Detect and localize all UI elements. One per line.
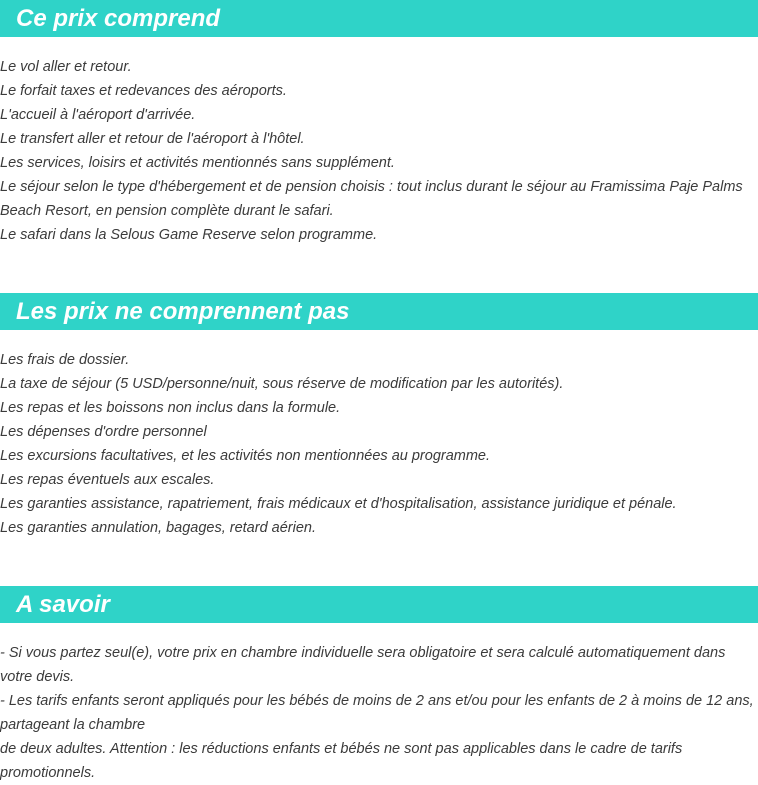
- list-item: Les services, loisirs et activités mentionnés sans supplément.: [0, 155, 395, 171]
- list-item: de deux adultes. Attention : les réductions enfants et bébés ne sont pas applicables dans le cadre de tarifs promotionnels.: [0, 741, 683, 781]
- section-body-price-includes: [0, 37, 758, 247]
- list-item: Les excursions facultatives, et les activités non mentionnées au programme.: [0, 448, 491, 464]
- section-price-includes: [0, 0, 758, 247]
- list-item: Les dépenses d'ordre personnel: [0, 424, 207, 440]
- list-item: L'accueil à l'aéroport d'arrivée.: [0, 107, 196, 123]
- list-item: Le séjour selon le type d'hébergement et de pension choisis : tout inclus durant le séjour au Framissima Paje Palms Beach Resort, en pension complète durant le safari.: [0, 179, 743, 219]
- list-item: Les frais de dossier.: [0, 352, 130, 368]
- list-item: Les repas et les boissons non inclus dans la formule.: [0, 400, 341, 416]
- section-body-good-to-know: [0, 623, 758, 785]
- section-title-price-includes: Ce prix comprend: [0, 0, 758, 37]
- list-item: Les repas éventuels aux escales.: [0, 472, 215, 488]
- list-item: - Les tarifs enfants seront appliqués pour les bébés de moins de 2 ans et/ou pour les enfants de 2 à moins de 12 ans, partageant la chambre: [0, 693, 754, 733]
- list-item: Le safari dans la Selous Game Reserve selon programme.: [0, 227, 378, 243]
- section-price-excludes: [0, 293, 758, 540]
- section-good-to-know: [0, 586, 758, 785]
- list-item: Le transfert aller et retour de l'aéroport à l'hôtel.: [0, 131, 305, 147]
- section-spacer: [0, 247, 758, 293]
- section-title-price-excludes: Les prix ne comprennent pas: [0, 293, 758, 330]
- section-title-good-to-know: A savoir: [0, 586, 758, 623]
- list-item: Le vol aller et retour.: [0, 59, 132, 75]
- list-item: - Si vous partez seul(e), votre prix en chambre individuelle sera obligatoire et sera calculé automatiquement dans votre devis.: [0, 645, 726, 685]
- list-item: Les garanties assistance, rapatriement, frais médicaux et d'hospitalisation, assistance juridique et pénale.: [0, 496, 677, 512]
- list-item: Les garanties annulation, bagages, retard aérien.: [0, 520, 316, 536]
- section-body-price-excludes: [0, 330, 758, 540]
- list-item: Le forfait taxes et redevances des aéroports.: [0, 83, 287, 99]
- section-spacer: [0, 540, 758, 586]
- list-item: La taxe de séjour (5 USD/personne/nuit, sous réserve de modification par les autorités).: [0, 376, 564, 392]
